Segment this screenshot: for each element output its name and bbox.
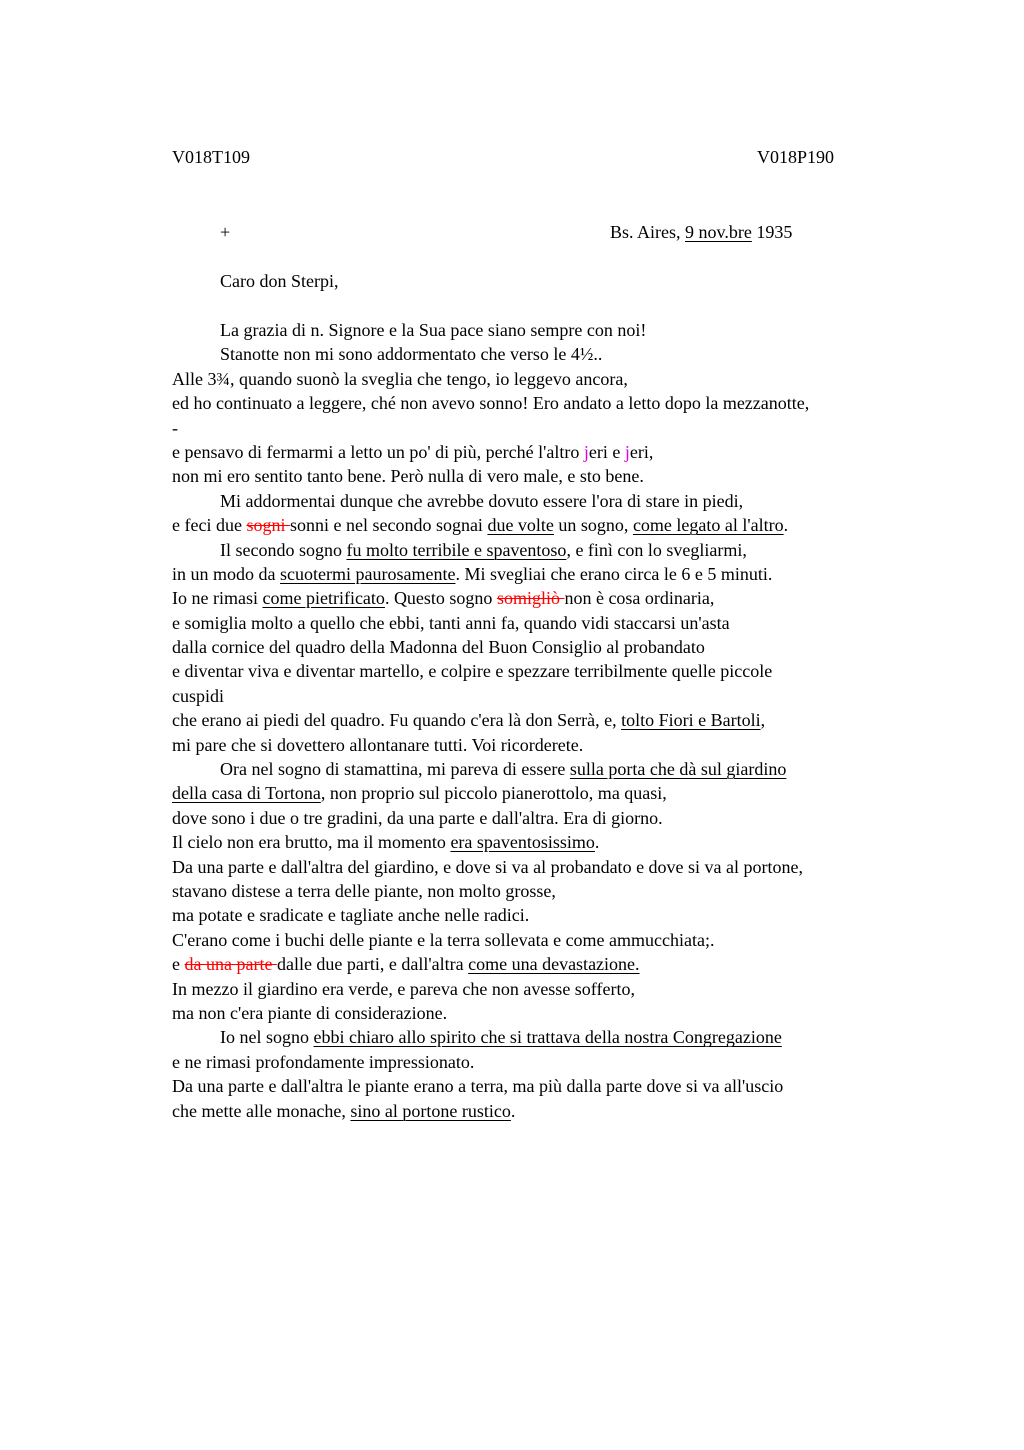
text-line: della casa di Tortona, non proprio sul piccolo pianerottolo, ma quasi, xyxy=(172,783,667,804)
text-line: e pensavo di fermarmi a letto un po' di più, perché l'altro jeri e jeri, xyxy=(172,441,654,462)
deleted-word: da una parte xyxy=(184,954,277,975)
underlined-phrase: come una devastazione. xyxy=(468,954,640,975)
text-line: Stanotte non mi sono addormentato che verso le 4½.. xyxy=(220,344,603,365)
inserted-letter: j xyxy=(624,441,630,462)
text-line: non mi ero sentito tanto bene. Però nulla di vero male, e sto bene. xyxy=(172,466,644,487)
inserted-letter: j xyxy=(583,441,589,462)
underlined-phrase: ebbi chiaro allo spirito che si trattava della nostra Congregazione xyxy=(313,1027,782,1048)
text-line: In mezzo il giardino era verde, e pareva che non avesse sofferto, xyxy=(172,978,635,999)
text-line: e somiglia molto a quello che ebbi, tanti anni fa, quando vidi staccarsi un'asta xyxy=(172,612,730,633)
text-line: che mette alle monache, sino al portone rustico. xyxy=(172,1100,516,1121)
text-line: Il secondo sogno fu molto terribile e spaventoso, e finì con lo svegliarmi, xyxy=(220,539,747,560)
salutation: Caro don Sterpi, xyxy=(220,271,339,291)
text-line: ma potate e sradicate e tagliate anche nelle radici. xyxy=(172,905,530,926)
text-line: Alle 3¾, quando suonò la sveglia che tengo, io leggevo ancora, xyxy=(172,368,628,389)
text-line: Io ne rimasi come pietrificato. Questo sogno somigliò non è cosa ordinaria, xyxy=(172,588,715,609)
underlined-phrase: due volte xyxy=(487,515,554,536)
text-line: - xyxy=(172,417,178,438)
underlined-phrase: tolto Fiori e Bartoli xyxy=(621,710,761,731)
text-line: ma non c'era piante di considerazione. xyxy=(172,1002,448,1023)
text-line: Il cielo non era brutto, ma il momento era spaventosissimo. xyxy=(172,832,600,853)
text-line: Da una parte e dall'altra le piante erano a terra, ma più dalla parte dove si va all'uscio xyxy=(172,1076,784,1097)
underlined-phrase: fu molto terribile e spaventoso xyxy=(346,539,567,560)
text-line: Da una parte e dall'altra del giardino, e dove si va al probandato e dove si va al portone, xyxy=(172,856,804,877)
text-line: dalla cornice del quadro della Madonna del Buon Consiglio al probandato xyxy=(172,637,705,658)
text-line: Io nel sogno ebbi chiaro allo spirito che si trattava della nostra Congregazione xyxy=(220,1027,782,1048)
text-line: e diventar viva e diventar martello, e colpire e spezzare terribilmente quelle piccole xyxy=(172,661,773,682)
text-line: dove sono i due o tre gradini, da una parte e dall'altra. Era di giorno. xyxy=(172,807,663,828)
text-line: Mi addormentai dunque che avrebbe dovuto essere l'ora di stare in piedi, xyxy=(220,490,744,511)
text-line: stavano distese a terra delle piante, non molto grosse, xyxy=(172,880,556,901)
place-date: Bs. Aires, 9 nov.bre 1935 xyxy=(610,222,793,242)
text-line: e ne rimasi profondamente impressionato. xyxy=(172,1051,475,1072)
underlined-phrase: come legato al l'altro xyxy=(632,515,784,536)
header-right-code: V018P190 xyxy=(757,147,835,167)
text-line: Ora nel sogno di stamattina, mi pareva di essere sulla porta che dà sul giardino xyxy=(220,759,787,780)
text-line: ed ho continuato a leggere, ché non avevo sonno! Ero andato a letto dopo la mezzanotte, xyxy=(172,393,810,414)
underlined-phrase: sulla porta che dà sul giardino xyxy=(569,759,787,780)
cross-symbol: + xyxy=(220,222,231,242)
letter-body xyxy=(172,318,912,1123)
text-line: in un modo da scuotermi paurosamente. Mi svegliai che erano circa le 6 e 5 minuti. xyxy=(172,563,773,584)
underlined-phrase: come pietrificato xyxy=(262,588,385,609)
deleted-word: somigliò xyxy=(496,588,565,609)
date-underlined: 9 nov.bre xyxy=(685,222,752,242)
text-line: e da una parte dalle due parti, e dall'altra come una devastazione. xyxy=(172,954,640,975)
text-line: e feci due sogni sonni e nel secondo sognai due volte un sogno, come legato al l'altro. xyxy=(172,515,789,536)
underlined-phrase: della casa di Tortona xyxy=(172,783,321,804)
deleted-word: sogni xyxy=(246,515,290,536)
underlined-phrase: era spaventosissimo xyxy=(450,832,595,853)
text-line: mi pare che si dovettero allontanare tutti. Voi ricorderete. xyxy=(172,734,584,755)
text-line: La grazia di n. Signore e la Sua pace siano sempre con noi! xyxy=(220,320,647,340)
underlined-phrase: sino al portone rustico xyxy=(350,1100,511,1121)
text-line: cuspidi xyxy=(172,685,224,706)
text-line: C'erano come i buchi delle piante e la terra sollevata e come ammucchiata;. xyxy=(172,929,715,950)
text-line: che erano ai piedi del quadro. Fu quando c'era là don Serrà, e, tolto Fiori e Bartoli, xyxy=(172,710,766,731)
header-left-code: V018T109 xyxy=(172,147,250,167)
underlined-phrase: scuotermi paurosamente xyxy=(280,563,456,584)
